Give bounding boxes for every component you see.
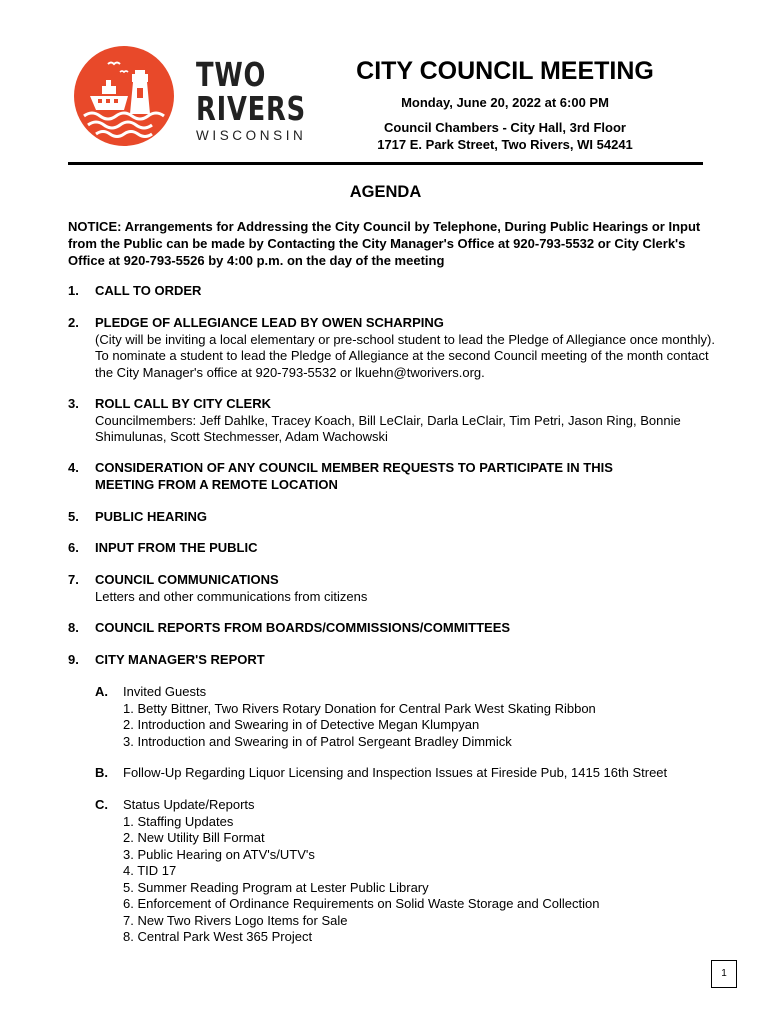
subsection-letter: C. — [95, 797, 108, 812]
item-number: 4. — [68, 460, 79, 475]
list-item: 3. Public Hearing on ATV's/UTV's — [123, 846, 315, 862]
agenda-item — [68, 509, 718, 526]
meeting-date: Monday, June 20, 2022 at 6:00 PM — [401, 95, 609, 110]
item-title: INPUT FROM THE PUBLIC — [95, 540, 258, 555]
header-divider — [68, 162, 703, 165]
report-subsection — [95, 765, 715, 782]
item-number: 2. — [68, 315, 79, 330]
list-item: 2. Introduction and Swearing in of Detective Megan Klumpyan — [123, 717, 480, 732]
agenda-item — [68, 652, 718, 669]
list-item: 2. New Utility Bill Format — [123, 830, 265, 845]
list-item: 6. Enforcement of Ordinance Requirements on Solid Waste Storage and Collection — [123, 896, 600, 911]
subsection-letter: B. — [95, 765, 108, 780]
item-number: 8. — [68, 620, 79, 635]
logo-word-rivers: RIVERS — [196, 89, 306, 128]
list-item: 5. Summer Reading Program at Lester Public Library — [123, 879, 429, 895]
subsection-letter: A. — [95, 684, 108, 699]
page-title: CITY COUNCIL MEETING — [356, 57, 654, 85]
agenda-item — [68, 315, 718, 381]
item-title: ROLL CALL BY CITY CLERK — [95, 396, 271, 411]
item-number: 5. — [68, 509, 79, 524]
item-title: PUBLIC HEARING — [95, 509, 207, 524]
item-title: CITY MANAGER'S REPORT — [95, 652, 265, 667]
meeting-address: 1717 E. Park Street, Two Rivers, WI 54241 — [377, 137, 633, 152]
two-rivers-logo — [72, 44, 312, 150]
agenda-item — [68, 283, 718, 300]
meeting-location: Council Chambers - City Hall, 3rd Floor — [384, 120, 626, 135]
agenda-item — [68, 572, 718, 605]
item-title: CALL TO ORDER — [95, 283, 202, 298]
list-item: 7. New Two Rivers Logo Items for Sale — [123, 912, 348, 928]
agenda-item — [68, 540, 718, 557]
item-title: CONSIDERATION OF ANY COUNCIL MEMBER REQUESTS TO PARTICIPATE IN THIS MEETING FROM A REMOTE LOCATION — [95, 460, 613, 492]
list-item: 3. Introduction and Swearing in of Patrol Sergeant Bradley Dimmick — [123, 733, 512, 749]
agenda-item — [68, 396, 718, 446]
logo-wordmark — [196, 55, 337, 143]
item-title: COUNCIL REPORTS FROM BOARDS/COMMISSIONS/COMMITTEES — [95, 620, 511, 635]
report-subsection — [95, 684, 715, 750]
subsection-title: Follow-Up Regarding Liquor Licensing and Inspection Issues at Fireside Pub, 1415 16th Street — [123, 765, 668, 780]
item-number: 9. — [68, 652, 79, 667]
telephone-notice: NOTICE: Arrangements for Addressing the City Council by Telephone, During Public Hearings or Input from the Public can be made by Contacting the City Manager's Office at 920-793-5532 or City Clerk's Office at 920-793-5526 by 4:00 p.m. on the day of the meeting — [68, 219, 701, 268]
list-item: 4. TID 17 — [123, 863, 177, 878]
list-item: 8. Central Park West 365 Project — [123, 929, 313, 944]
item-description: Letters and other communications from citizens — [95, 588, 368, 604]
subsection-title: Status Update/Reports — [123, 797, 255, 812]
item-title: COUNCIL COMMUNICATIONS — [95, 572, 279, 587]
item-number: 7. — [68, 572, 79, 587]
list-item: 1. Betty Bittner, Two Rivers Rotary Donation for Central Park West Skating Ribbon — [123, 700, 596, 716]
subsection-title: Invited Guests — [123, 684, 207, 699]
list-item: 1. Staffing Updates — [123, 813, 234, 829]
agenda-item — [68, 620, 718, 637]
item-number: 3. — [68, 396, 79, 411]
agenda-heading: AGENDA — [349, 183, 422, 201]
item-title: PLEDGE OF ALLEGIANCE LEAD BY OWEN SCHARPING — [95, 315, 444, 330]
agenda-item — [68, 460, 718, 493]
lighthouse-boat-emblem-icon — [72, 44, 178, 150]
report-subsection — [95, 797, 715, 946]
item-description: Councilmembers: Jeff Dahlke, Tracey Koach, Bill LeClair, Darla LeClair, Tim Petri, Jason Ring, Bonnie Shimulunas, Scott Stechmesser, Adam Wachowski — [95, 412, 681, 444]
logo-word-two: TWO — [196, 55, 267, 94]
item-number: 1. — [68, 283, 79, 298]
item-number: 6. — [68, 540, 79, 555]
item-description: (City will be inviting a local elementary or pre-school student to lead the Pledge of Allegiance once monthly). To nominate a student to lead the Pledge of Allegiance at the second Council meeting of the month contact the City Manager's office at 920-793-5532 or lkuehn@tworivers.org. — [95, 331, 716, 380]
logo-word-wisconsin: WISCONSIN — [196, 128, 307, 143]
page-number: 1 — [711, 960, 737, 988]
